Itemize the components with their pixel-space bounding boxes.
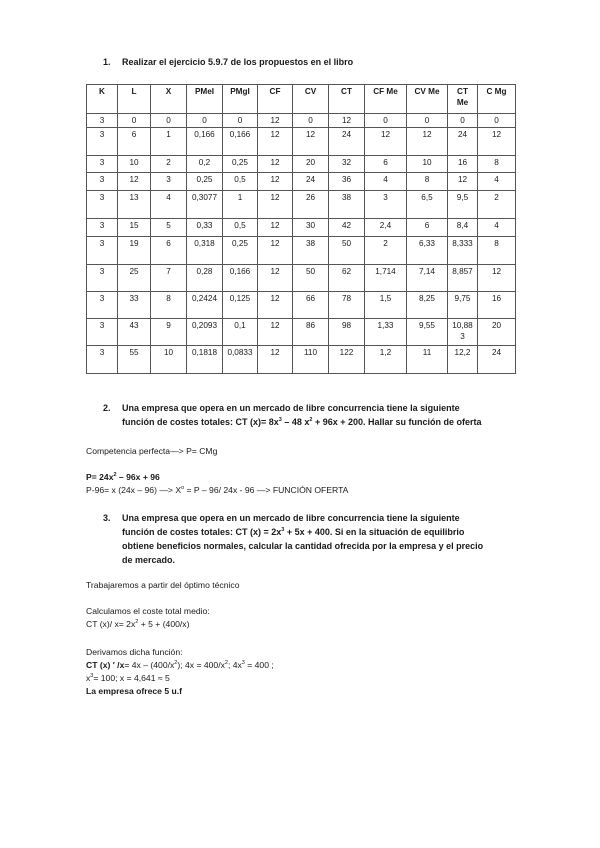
table-cell: 3: [87, 319, 118, 346]
table-cell: 6: [365, 156, 407, 173]
table-cell: 3: [87, 237, 118, 265]
table-cell: 1,33: [365, 319, 407, 346]
superscript: 3: [241, 660, 245, 666]
table-cell: 5: [151, 219, 187, 237]
table-cell: 12,2: [448, 346, 478, 374]
table-cell: 9,55: [407, 319, 448, 346]
table-cell: 0: [187, 114, 223, 128]
table-cell: 8,857: [448, 265, 478, 292]
column-header: CF Me: [365, 85, 407, 114]
column-header: PMeI: [187, 85, 223, 114]
table-cell: 20: [478, 319, 516, 346]
text-run: = 4x – (400/x: [124, 660, 175, 670]
text-run: CT (x)/ x= 2x: [86, 619, 136, 629]
table-cell: 12: [258, 237, 293, 265]
table-cell: 0,33: [187, 219, 223, 237]
table-cell: 1: [223, 191, 258, 219]
exercise-2-answer-line-2: [86, 472, 160, 483]
exercise-2-heading: [103, 402, 523, 432]
table-cell: 42: [329, 219, 365, 237]
table-cell: 0,28: [187, 265, 223, 292]
exercise-3-answer-line-2: Calculamos el coste total medio:: [86, 606, 210, 616]
column-header: L: [118, 85, 151, 114]
table-cell: 0,3077: [187, 191, 223, 219]
text-run: P-96= x (24x – 96) —> X: [86, 485, 182, 495]
table-cell: 10: [118, 156, 151, 173]
table-cell: 8: [151, 292, 187, 319]
text-run: = 100; x = 4,641 ≈ 5: [93, 673, 170, 683]
table-cell: 12: [258, 265, 293, 292]
column-header: X: [151, 85, 187, 114]
table-row: [87, 114, 516, 128]
superscript: 2: [113, 472, 117, 478]
exercise-1-title: Realizar el ejercicio 5.9.7 de los propuestos en el libro: [122, 57, 354, 67]
table-cell: 12: [329, 114, 365, 128]
table-cell: 7,14: [407, 265, 448, 292]
table-cell: 12: [258, 219, 293, 237]
exercise-2-number: 2.: [103, 403, 111, 413]
exercise-2-answer-line-3: [86, 485, 348, 496]
table-cell: 16: [448, 156, 478, 173]
superscript: 3: [281, 527, 285, 533]
table-cell: 0: [118, 114, 151, 128]
table-row: [87, 219, 516, 237]
table-row: [87, 319, 516, 346]
table-cell: 78: [329, 292, 365, 319]
exercise-1-heading: [103, 56, 503, 69]
table-cell: 0,318: [187, 237, 223, 265]
table-row: [87, 191, 516, 219]
table-cell: 36: [329, 173, 365, 191]
superscript: 3: [278, 417, 282, 423]
exercise-3-line-2: [122, 526, 464, 539]
text-run: – 48 x: [281, 417, 310, 427]
table-cell: 0,2424: [187, 292, 223, 319]
text-run: + 5 + (400/x): [138, 619, 190, 629]
table-cell: 12: [118, 173, 151, 191]
table-cell: 0,5: [223, 173, 258, 191]
table-cell: 12: [293, 128, 329, 156]
exercise-3-line-1: Una empresa que opera en un mercado de libre concurrencia tiene la siguiente: [122, 513, 460, 523]
table-row: [87, 292, 516, 319]
text-run: x: [86, 673, 91, 683]
table-cell: 66: [293, 292, 329, 319]
table-cell: 12: [448, 173, 478, 191]
table-cell: 24: [329, 128, 365, 156]
table-cell: 1,5: [365, 292, 407, 319]
table-row: [87, 173, 516, 191]
text-run: = P – 96/ 24x - 96 —> FUNCIÓN OFERTA: [184, 485, 349, 495]
text-run: ; 4x: [227, 660, 242, 670]
column-header: CV: [293, 85, 329, 114]
table-cell: 0,166: [223, 265, 258, 292]
text-run: función de costes totales: CT (x)= 8x: [122, 417, 279, 427]
superscript: 3: [90, 673, 94, 679]
text-run: = 400 ;: [244, 660, 274, 670]
table-cell: 0: [365, 114, 407, 128]
table-cell: 12: [258, 173, 293, 191]
table-cell: 8,25: [407, 292, 448, 319]
table-cell: 12: [258, 156, 293, 173]
table-row: [87, 265, 516, 292]
table-cell: 12: [258, 128, 293, 156]
table-cell: 8: [478, 237, 516, 265]
table-header-row: [87, 85, 516, 114]
table-cell: 0,5: [223, 219, 258, 237]
table-body: [87, 114, 516, 374]
table-cell: 32: [329, 156, 365, 173]
table-cell: 98: [329, 319, 365, 346]
table-cell: 55: [118, 346, 151, 374]
table-cell: 0: [448, 114, 478, 128]
exercise-2-line-2: [122, 416, 482, 429]
table-cell: 2: [478, 191, 516, 219]
table-cell: 0,166: [223, 128, 258, 156]
table-cell: 3: [87, 114, 118, 128]
table-cell: 1,2: [365, 346, 407, 374]
table-cell: 0,125: [223, 292, 258, 319]
column-header: CF: [258, 85, 293, 114]
table-cell: 24: [448, 128, 478, 156]
table-cell: 12: [258, 191, 293, 219]
table-cell: 8,4: [448, 219, 478, 237]
table-cell: 12: [258, 292, 293, 319]
table-cell: 4: [478, 173, 516, 191]
table-cell: 26: [293, 191, 329, 219]
table-cell: 3: [87, 173, 118, 191]
exercise-3-number: 3.: [103, 513, 111, 523]
table-cell: 0,2093: [187, 319, 223, 346]
table-cell: 8: [478, 156, 516, 173]
table-cell: 3: [87, 156, 118, 173]
exercise-3-answer-line-3: [86, 619, 189, 630]
superscript: 2: [135, 619, 139, 625]
table-cell: 19: [118, 237, 151, 265]
table-cell: 12: [365, 128, 407, 156]
table-cell: 0: [223, 114, 258, 128]
exercise-3-answer-line-4: Derivamos dicha función:: [86, 647, 183, 657]
table-cell: 0: [407, 114, 448, 128]
table-cell: 24: [293, 173, 329, 191]
table-cell: 6: [151, 237, 187, 265]
table-cell: 50: [293, 265, 329, 292]
table-cell: 0: [151, 114, 187, 128]
cost-table: [86, 84, 516, 374]
table-row: [87, 156, 516, 173]
column-header: CT: [329, 85, 365, 114]
superscript: o: [181, 485, 185, 491]
table-cell: 12: [258, 114, 293, 128]
table-cell: 12: [478, 265, 516, 292]
table-cell: 12: [478, 128, 516, 156]
table-row: [87, 128, 516, 156]
superscript: 2: [309, 417, 313, 423]
superscript: 2: [224, 660, 228, 666]
text-run: función de costes totales: CT (x) = 2x: [122, 527, 282, 537]
table-cell: 4: [478, 219, 516, 237]
table-cell: 2: [365, 237, 407, 265]
table-cell: 12: [407, 128, 448, 156]
column-header: K: [87, 85, 118, 114]
table-cell: 6: [118, 128, 151, 156]
table-cell: 3: [151, 173, 187, 191]
table-cell: 11: [407, 346, 448, 374]
table-cell: 0,25: [223, 237, 258, 265]
text-run: CT (x) ′ /x: [86, 660, 125, 670]
column-header: C Mg: [478, 85, 516, 114]
exercise-3-answer-line-1: Trabajaremos a partir del óptimo técnico: [86, 580, 240, 590]
table-cell: 38: [293, 237, 329, 265]
table-cell: 50: [329, 237, 365, 265]
table-cell: 38: [329, 191, 365, 219]
table-cell: 33: [118, 292, 151, 319]
table-cell: 0,1818: [187, 346, 223, 374]
table-cell: 3: [87, 191, 118, 219]
table-row: [87, 346, 516, 374]
text-run: ); 4x = 400/x: [177, 660, 225, 670]
text-run: P= 24x: [86, 472, 114, 482]
exercise-2-line-1: Una empresa que opera en un mercado de libre concurrencia tiene la siguiente: [122, 403, 460, 413]
table-cell: 25: [118, 265, 151, 292]
table-cell: 1: [151, 128, 187, 156]
exercise-3-line-4: de mercado.: [122, 555, 176, 565]
table-cell: 0: [293, 114, 329, 128]
table-cell: 1,714: [365, 265, 407, 292]
table-cell: 110: [293, 346, 329, 374]
exercise-1-number: 1.: [103, 57, 111, 67]
table-cell: 10,883: [448, 319, 478, 346]
exercise-3-line-3: obtiene beneficios normales, calcular la cantidad ofrecida por la empresa y el precio: [122, 541, 484, 551]
table-cell: 12: [258, 319, 293, 346]
table-cell: 13: [118, 191, 151, 219]
text-run: + 96x + 200. Hallar su función de oferta: [312, 417, 482, 427]
table-cell: 0,25: [223, 156, 258, 173]
superscript: 2: [174, 660, 178, 666]
table-cell: 0,166: [187, 128, 223, 156]
table-cell: 7: [151, 265, 187, 292]
table-cell: 4: [151, 191, 187, 219]
table-cell: 3: [87, 265, 118, 292]
table-cell: 15: [118, 219, 151, 237]
table-cell: 3: [87, 346, 118, 374]
table-cell: 3: [365, 191, 407, 219]
table-cell: 62: [329, 265, 365, 292]
table-cell: 0,1: [223, 319, 258, 346]
table-cell: 6: [407, 219, 448, 237]
table-cell: 20: [293, 156, 329, 173]
table-cell: 16: [478, 292, 516, 319]
table-cell: 3: [87, 128, 118, 156]
exercise-3-answer-line-6: [86, 673, 170, 684]
table-cell: 12: [258, 346, 293, 374]
table-cell: 8: [407, 173, 448, 191]
exercise-3-answer-line-5: [86, 660, 274, 671]
table-cell: 10: [151, 346, 187, 374]
table-cell: 6,5: [407, 191, 448, 219]
table-cell: 3: [87, 292, 118, 319]
text-run: – 96x + 96: [116, 472, 160, 482]
table-cell: 9,5: [448, 191, 478, 219]
table-cell: 0,0833: [223, 346, 258, 374]
column-header: PMgI: [223, 85, 258, 114]
table-cell: 2,4: [365, 219, 407, 237]
table-cell: 10: [407, 156, 448, 173]
table-cell: 43: [118, 319, 151, 346]
table-row: [87, 237, 516, 265]
column-header: CV Me: [407, 85, 448, 114]
table-cell: 86: [293, 319, 329, 346]
table-cell: 9: [151, 319, 187, 346]
table-cell: 0,25: [187, 173, 223, 191]
exercise-3-answer-line-7: La empresa ofrece 5 u.f: [86, 686, 183, 696]
table-cell: 24: [478, 346, 516, 374]
exercise-3-heading: [103, 512, 523, 570]
table-cell: 9,75: [448, 292, 478, 319]
table-cell: 0,2: [187, 156, 223, 173]
table-cell: 8,333: [448, 237, 478, 265]
column-header: CT Me: [448, 85, 478, 114]
text-run: + 5x + 400. Si en la situación de equilibrio: [284, 527, 465, 537]
table-cell: 30: [293, 219, 329, 237]
table-cell: 0: [478, 114, 516, 128]
exercise-2-answer-line-1: Competencia perfecta—> P= CMg: [86, 446, 218, 456]
table-cell: 122: [329, 346, 365, 374]
table-cell: 2: [151, 156, 187, 173]
table-cell: 6,33: [407, 237, 448, 265]
table-cell: 3: [87, 219, 118, 237]
table-cell: 4: [365, 173, 407, 191]
